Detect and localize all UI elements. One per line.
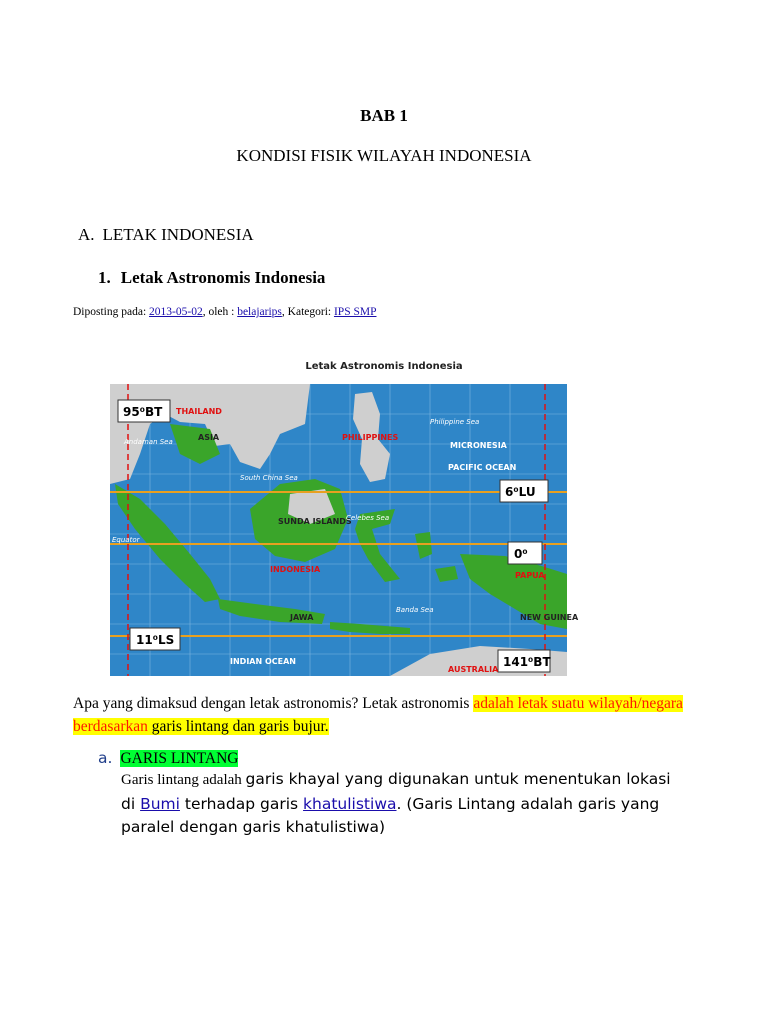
- author-link[interactable]: belajarips: [237, 306, 282, 318]
- map-label-indonesia: INDONESIA: [270, 565, 321, 574]
- definition-text-1: garis khayal yang digunakan untuk menentukan lokasi di: [121, 770, 671, 813]
- question-text-2: garis lintang dan garis bujur.: [147, 718, 329, 735]
- question-highlight: adalah letak suatu wilayah/negara berdasarkan: [73, 695, 683, 735]
- definition-text-3: . (Garis Lintang adalah garis yang paralel dengan garis khatulistiwa): [121, 794, 660, 836]
- label-0: 0⁰: [514, 547, 528, 561]
- subsection-heading-a: [98, 749, 238, 768]
- definition-paragraph: [121, 768, 681, 840]
- map-label-philippine-sea: Philippine Sea: [430, 418, 480, 426]
- author-prefix: , oleh :: [202, 306, 235, 318]
- label-95bt: 95⁰BT: [123, 405, 163, 419]
- chapter-title: KONDISI FISIK WILAYAH INDONESIA: [236, 146, 532, 165]
- map-label-thailand: THAILAND: [176, 407, 222, 416]
- subsection-letter: a.: [98, 749, 113, 767]
- indonesia-map-image: [110, 384, 579, 676]
- map-label-celebes-sea: Celebes Sea: [346, 514, 390, 522]
- subsection-a-title: GARIS LINTANG: [120, 750, 239, 767]
- definition-text-2: terhadap garis: [179, 794, 304, 813]
- map-label-jawa: JAWA: [290, 613, 314, 622]
- map-title: Letak Astronomis Indonesia: [305, 361, 463, 372]
- definition-lead: Garis lintang adalah: [121, 772, 246, 788]
- question-text-1: Apa yang dimaksud dengan letak astronomis? Letak astronomis: [73, 695, 474, 712]
- label-11ls: 11⁰LS: [136, 633, 175, 647]
- subsection-number: 1.: [98, 268, 111, 287]
- map-label-south-china-sea: South China Sea: [240, 474, 298, 482]
- post-meta: [73, 306, 376, 318]
- category-link[interactable]: IPS SMP: [333, 306, 377, 318]
- category-prefix: , Kategori:: [281, 306, 332, 318]
- map-label-asia: ASIA: [198, 433, 220, 442]
- map-label-philippines: PHILIPPINES: [342, 433, 399, 442]
- subsection-title: Letak Astronomis Indonesia: [120, 268, 326, 287]
- map-label-micronesia: MICRONESIA: [450, 441, 507, 450]
- section-title: LETAK INDONESIA: [102, 225, 254, 244]
- chapter-label: BAB 1: [360, 106, 408, 125]
- map-label-new-guinea: NEW GUINEA: [520, 613, 579, 622]
- map-label-banda-sea: Banda Sea: [396, 606, 434, 614]
- section-letter: A.: [78, 225, 95, 244]
- map-label-indian-ocean: INDIAN OCEAN: [230, 657, 296, 666]
- section-heading-a: [78, 225, 254, 245]
- map-label-andaman-sea: Andaman Sea: [124, 438, 173, 446]
- date-link[interactable]: 2013-05-02: [149, 306, 203, 318]
- khatulistiwa-link[interactable]: khatulistiwa: [303, 794, 397, 813]
- map-label-sunda-islands: SUNDA ISLANDS: [278, 517, 352, 526]
- question-paragraph: [73, 692, 693, 738]
- bumi-link[interactable]: Bumi: [140, 794, 180, 813]
- label-6lu: 6⁰LU: [505, 485, 536, 499]
- posted-label: Diposting pada:: [73, 306, 147, 318]
- subsection-heading-1: [98, 268, 325, 288]
- map-label-equator: Equator: [112, 536, 140, 544]
- label-141bt: 141⁰BT: [503, 655, 551, 669]
- map-label-papua: PAPUA: [515, 571, 545, 580]
- map-label-australia: AUSTRALIA: [448, 665, 499, 674]
- map-label-pacific-ocean: PACIFIC OCEAN: [448, 463, 517, 472]
